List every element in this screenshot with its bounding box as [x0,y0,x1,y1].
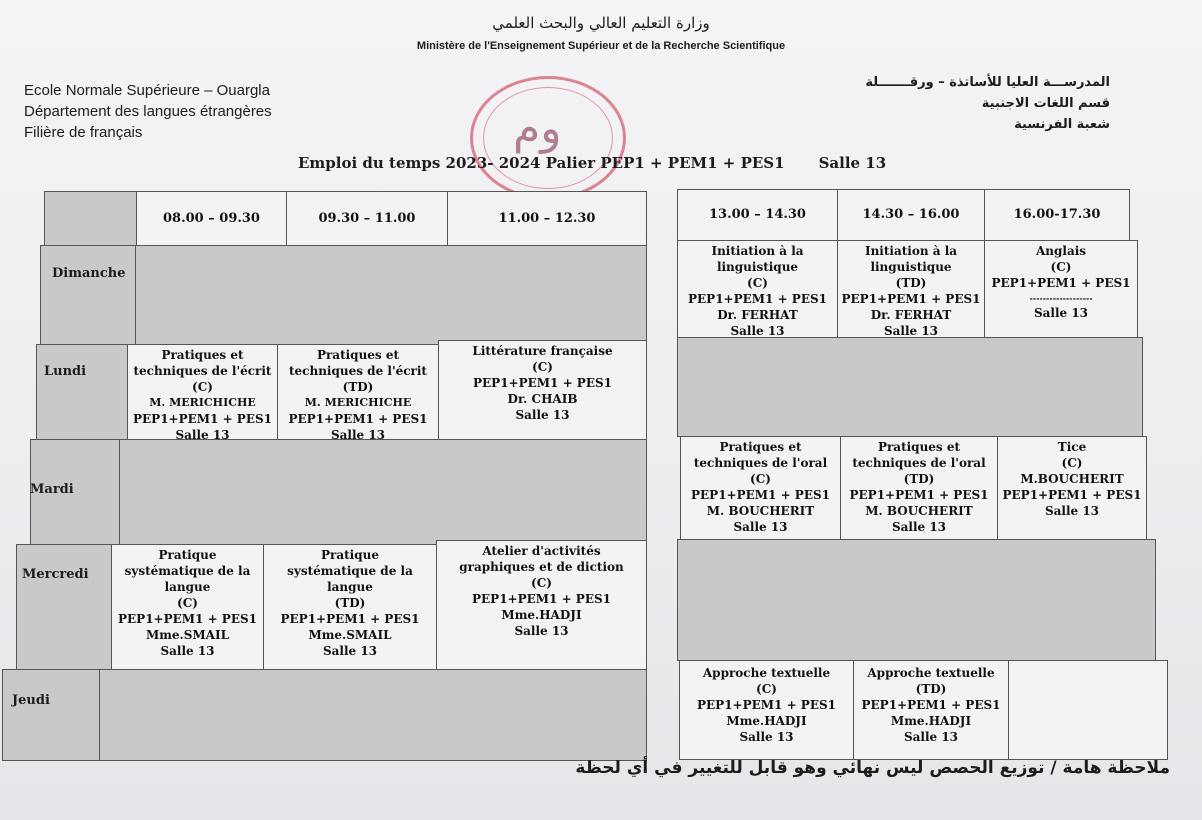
teacher-line: Mme.HADJI [726,714,807,728]
subject-line: langue [164,580,211,594]
type-line: (C) [1061,456,1083,470]
type-line: (C) [532,360,553,374]
type-line: (C) [531,576,552,590]
room-line: Salle 13 [739,730,794,744]
subject-line: Approche textuelle [867,666,995,680]
time-header: 16.00-17.30 [984,189,1130,241]
subject-line: Pratiques et [877,440,961,454]
group-line: PEP1+PEM1 + PES1 [991,276,1131,290]
teacher-line: Mme.HADJI [890,714,972,728]
type-line: (TD) [895,276,927,290]
type-line: (C) [756,682,777,696]
time-header: 14.30 – 16.00 [837,189,985,241]
subject-line: systématique de la [287,564,413,578]
session-mercredi-3 [436,540,647,670]
subject-line: techniques de l'écrit [133,364,272,378]
room-line: Salle 13 [730,324,785,338]
subject-line: Initiation à la [864,244,958,258]
subject-line: Pratiques et [719,440,802,454]
group-line: PEP1+PEM1 + PES1 [691,488,830,502]
subject-line: Tice [1057,440,1087,454]
group-line: PEP1+PEM1 + PES1 [288,412,428,426]
room-line: Salle 13 [160,644,215,658]
teacher-line: Dr. FERHAT [870,308,952,322]
subject-line: Atelier d'activités [482,544,601,558]
time-header: 09.30 – 11.00 [286,191,448,246]
room-line: Salle 13 [175,428,230,440]
official-stamp: وم [470,76,626,200]
day-label: Jeudi [12,693,50,708]
type-line: (TD) [903,472,935,486]
day-row-dimanche [40,245,136,345]
group-line: PEP1+PEM1 + PES1 [472,592,611,606]
session-dimanche-2 [837,240,985,338]
type-line: (TD) [915,682,947,696]
room-line: Salle 13 [903,730,959,744]
session-lundi-2 [277,344,439,440]
session-mardi-3 [997,436,1147,540]
time-header: 08.00 – 09.30 [136,191,287,246]
corner-cell [44,191,137,246]
room-line: Salle 13 [514,624,569,638]
teacher-line: Mme.SMAIL [145,628,230,642]
subject-line: linguistique [716,260,799,274]
group-line: PEP1+PEM1 + PES1 [849,488,989,502]
day-label: Lundi [44,364,87,379]
subject-line: Pratique [321,548,379,562]
type-line: (C) [1050,260,1072,274]
title-room: Salle 13 [818,154,887,172]
filiere-name-ar: شعبة الفرنسية [1014,117,1110,132]
time-header: 11.00 – 12.30 [447,191,647,246]
type-line: (C) [177,596,198,610]
empty-slot [135,245,647,345]
school-name-ar: المدرســـة العليا للأساتذة – ورقـــــــلة [865,75,1110,90]
empty-slot [677,539,1156,661]
teacher-line: Mme.SMAIL [308,628,392,642]
type-line: (C) [747,276,768,290]
day-row-mercredi [16,544,112,670]
empty-slot [99,669,647,761]
room-line: Salle 13 [330,428,386,440]
session-jeudi-2 [853,660,1009,760]
session-mercredi-2 [263,544,437,670]
group-line: PEP1+PEM1 + PES1 [280,612,420,626]
subject-line: Anglais [1035,244,1087,258]
school-name: Ecole Normale Supérieure – Ouargla [24,82,270,99]
day-label: Mardi [30,482,74,497]
ministry-arabic: وزارة التعليم العالي والبحث العلمي [492,14,710,32]
teacher-line: M. MERICHICHE [304,396,412,409]
day-label: Dimanche [52,266,126,281]
department-name-ar: قسم اللغات الاجنبية [981,96,1110,111]
room-line: Salle 13 [891,520,947,534]
teacher-line: M. BOUCHERIT [865,504,973,518]
session-lundi-3 [438,340,647,440]
room-line: Salle 13 [1033,306,1089,320]
important-note: ملاحظة هامة / توزيع الحصص ليس نهائي وهو قابل للتغيير في أي لحظة [575,758,1170,778]
subject-line: Approche textuelle [702,666,831,680]
subject-line: Littérature française [472,344,613,358]
institution-header-ar [865,72,1110,135]
room-line: Salle 13 [322,644,378,658]
department-name: Département des langues étrangères [24,103,272,120]
subject-line: techniques de l'oral [693,456,828,470]
subject-line: techniques de l'oral [852,456,986,470]
teacher-line: Mme.HADJI [501,608,582,622]
teacher-line: M. BOUCHERIT [706,504,815,518]
subject-line: techniques de l'écrit [289,364,427,378]
session-dimanche-3 [984,240,1138,338]
subject-line: Pratiques et [316,348,400,362]
session-mercredi-1 [111,544,264,670]
group-line: PEP1+PEM1 + PES1 [1002,488,1142,502]
group-line: PEP1+PEM1 + PES1 [688,292,827,306]
subject-line: langue [327,580,373,594]
empty-slot [1008,660,1168,760]
day-row-jeudi [2,669,100,761]
session-jeudi-1 [679,660,854,760]
type-line: (TD) [334,596,366,610]
room-line: Salle 13 [733,520,788,534]
institution-header-fr [24,80,272,143]
day-label: Mercredi [22,567,89,582]
ministry-french: Ministère de l'Enseignement Supérieur et de la Recherche Scientifique [416,40,786,52]
day-row-lundi [36,344,128,440]
group-line: PEP1+PEM1 + PES1 [133,412,272,426]
group-line: PEP1+PEM1 + PES1 [841,292,981,306]
type-line: (TD) [342,380,374,394]
session-mardi-2 [840,436,998,540]
schedule-title [298,154,886,172]
teacher-line: M. MERICHICHE [149,396,256,409]
type-line: (C) [192,380,213,394]
title-text: Emploi du temps 2023- 2024 Palier PEP1 + PEM1 + PES1 [298,154,785,172]
room-line: Salle 13 [515,408,570,422]
session-mardi-1 [680,436,841,540]
session-lundi-1 [127,344,278,440]
room-line: Salle 13 [1044,504,1100,518]
teacher-line: M.BOUCHERIT [1020,472,1124,486]
subject-line: Initiation à la [711,244,804,258]
group-line: PEP1+PEM1 + PES1 [473,376,612,390]
teacher-line: Dr. CHAIB [507,392,578,406]
teacher-line: Dr. FERHAT [717,308,798,322]
separator-line: ------------------- [1029,293,1093,303]
subject-line: Pratiques et [161,348,244,362]
type-line: (C) [750,472,771,486]
filiere-name: Filière de français [24,124,143,141]
subject-line: systématique de la [124,564,251,578]
subject-line: graphiques et de diction [459,560,624,574]
time-header: 13.00 – 14.30 [677,189,838,241]
group-line: PEP1+PEM1 + PES1 [118,612,257,626]
session-dimanche-1 [677,240,838,338]
group-line: PEP1+PEM1 + PES1 [861,698,1001,712]
group-line: PEP1+PEM1 + PES1 [697,698,836,712]
empty-slot [119,439,647,545]
subject-line: linguistique [870,260,952,274]
room-line: Salle 13 [883,324,939,338]
subject-line: Pratique [158,548,217,562]
empty-slot [677,337,1143,437]
